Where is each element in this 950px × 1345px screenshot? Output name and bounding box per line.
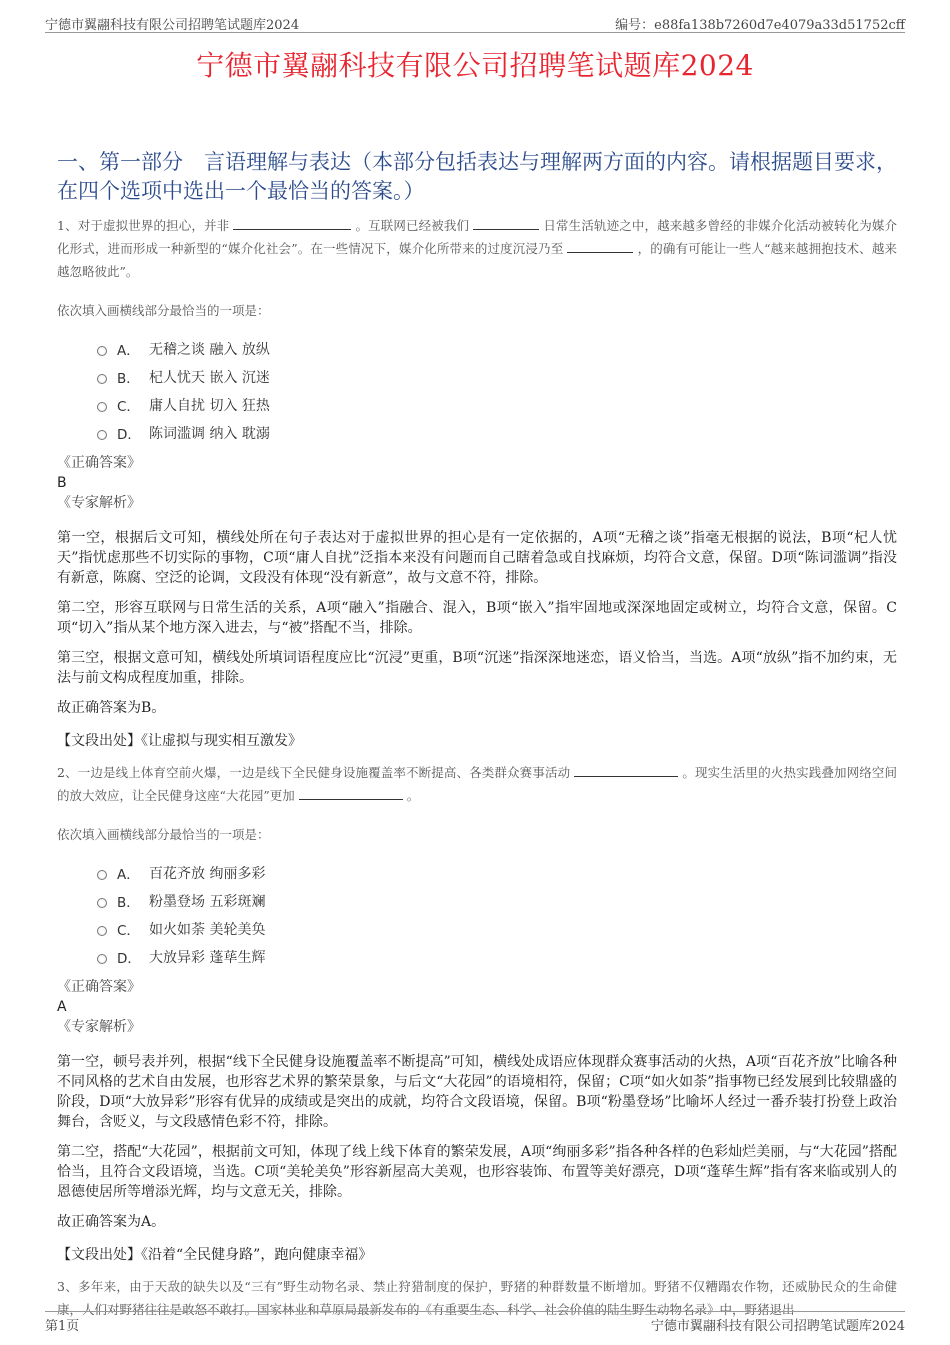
option-c[interactable] [97,915,897,943]
option-a[interactable] [97,335,897,363]
passage-source: 【文段出处】《沿着“全民健身路”，跑向健康幸福》 [57,1247,373,1263]
option-letter: A． [117,867,140,883]
option-b[interactable] [97,363,897,391]
question-1-text [57,214,897,283]
analysis-paragraph: 第二空，形容互联网与日常生活的关系，A项“融入”指融合、混入，B项“嵌入”指牢固地或深深地固定或树立，均符合文意，保留。C项“切入”指从某个地方深入进去，与“被”搭配不当，排除。 [57,600,897,636]
option-letter: C． [117,399,140,415]
correct-answer: A [57,999,67,1015]
analysis-label: 《专家解析》 [57,495,141,511]
radio-icon[interactable] [97,374,107,384]
document-title: 宁德市翼翮科技有限公司招聘笔试题库2024 [196,49,754,82]
option-text: 杞人忧天 嵌入 沉迷 [149,370,270,386]
question-text-part: 1、对于虚拟世界的担心，并非 [57,218,230,233]
question-text-part: 。互联网已经被我们 [355,218,470,233]
radio-icon[interactable] [97,926,107,936]
blank-1 [233,215,351,230]
question-text-part: 。 [406,788,420,803]
passage-source: 【文段出处】《让虚拟与现实相互激发》 [57,733,302,749]
option-d[interactable] [97,943,897,971]
radio-icon[interactable] [97,430,107,440]
page-footer [45,1311,905,1332]
option-letter: C． [117,923,140,939]
option-letter: B． [117,371,140,387]
page-header [45,12,905,33]
analysis-paragraph: 第一空，顿号表并列，根据“线下全民健身设施覆盖率不断提高”可知，横线处成语应体现群众赛事活动的火热，A项“百花齐放”比喻各种不同风格的艺术自由发展，也形容艺术界的繁荣景象，与后文“大花园”的语境相符，保留；C项“如火如荼”指事物已经发展到比较鼎盛的阶段，D项“大放异彩”形容有优异的成绩或是突出的成就，均符合文段语境，保留。B项“粉墨登场”比喻坏人经过一番乔装打扮登上政治舞台，含贬义，与文段感情色彩不符，排除。 [57,1054,897,1130]
blank-2 [473,215,539,230]
radio-icon[interactable] [97,898,107,908]
option-letter: D． [117,427,141,443]
radio-icon[interactable] [97,870,107,880]
option-text: 粉墨登场 五彩斑斓 [149,894,266,910]
option-letter: D． [117,951,141,967]
page-number: 第1页 [45,1319,80,1334]
question-list [57,214,897,1321]
option-text: 陈词滥调 纳入 耽溺 [149,426,270,442]
analysis-conclusion: 故正确答案为A。 [57,1214,166,1230]
option-text: 如火如荼 美轮美奂 [149,922,266,938]
option-letter: B． [117,895,140,911]
analysis-label: 《专家解析》 [57,1019,141,1035]
header-title: 宁德市翼翮科技有限公司招聘笔试题库2024 [45,18,300,33]
answer-label: 《正确答案》 [57,979,141,995]
analysis-paragraph: 第一空，根据后文可知，横线处所在句子表达对于虚拟世界的担心是有一定依据的，A项“无稽之谈”指毫无根据的说法，B项“杞人忧天”指忧虑那些不切实际的事物，C项“庸人自扰”泛指本来没有问题而自己瞎着急或自找麻烦，均符合文意，保留。D项“陈词滥调”指没有新意，陈腐、空泛的论调，文段没有体现“没有新意”，故与文意不符，排除。 [57,530,897,586]
option-a[interactable] [97,859,897,887]
radio-icon[interactable] [97,954,107,964]
question-1 [57,214,897,751]
option-letter: A． [117,343,140,359]
analysis-conclusion: 故正确答案为B。 [57,700,166,716]
blank-1 [574,762,678,777]
question-2-prompt: 依次填入画横线部分最恰当的一项是： [57,827,270,842]
question-2 [57,761,897,1265]
analysis-paragraph: 第二空，搭配“大花园”，根据前文可知，体现了线上线下体育的繁荣发展，A项“绚丽多彩”指各种各样的色彩灿烂美丽，与“大花园”搭配恰当，且符合文段语境，当选。C项“美轮美奂”形容新屋高大美观，也形容装饰、布置等美好漂亮，D项“蓬荜生辉”指有客来临或别人的恩德使居所等增添光辉，均与文意无关，排除。 [57,1144,897,1200]
radio-icon[interactable] [97,346,107,356]
question-1-options [57,335,897,447]
option-text: 大放异彩 蓬荜生辉 [149,950,266,966]
blank-3 [567,238,633,253]
correct-answer: B [57,475,67,491]
document-id: 编号：e88fa138b7260d7e4079a33d51752cff [615,18,905,33]
question-3-text: 3、多年来，由于天敌的缺失以及“三有”野生动物名录、禁止狩猎制度的保护，野猪的种群数量不断增加。野猪不仅糟蹋农作物，还威胁民众的生命健康，人们对野猪往往是敢怒不敢打。国家林业和草原局最新发布的《有重要生态、科学、社会价值的陆生野生动物名录》中，野猪退出 [57,1279,897,1317]
option-d[interactable] [97,419,897,447]
radio-icon[interactable] [97,402,107,412]
answer-label: 《正确答案》 [57,455,141,471]
question-text-part: 2、一边是线上体育空前火爆，一边是线下全民健身设施覆盖率不断提高、各类群众赛事活动 [57,765,571,780]
option-text: 无稽之谈 融入 放纵 [149,342,270,358]
question-2-options [57,859,897,971]
option-text: 百花齐放 绚丽多彩 [149,866,266,882]
question-text-part: 。现实生活里的火热实践叠加网络空间的放大效应，让全民健身这座“大花园”更加 [57,765,897,803]
question-2-text [57,761,897,807]
question-text-part: ，的确有可能让一些人“越来越拥抱技术、越来越忽略彼此”。 [57,241,897,279]
option-b[interactable] [97,887,897,915]
section-title: 一、第一部分 言语理解与表达（本部分包括表达与理解两方面的内容。请根据题目要求，在四个选项中选出一个最恰当的答案。） [57,150,897,203]
question-text-part: 日常生活轨迹之中，越来越多曾经的非媒介化活动被转化为媒介化形式，进而形成一种新型的“媒介化社会”。在一些情况下，媒介化所带来的过度沉浸乃至 [57,218,897,256]
question-1-prompt: 依次填入画横线部分最恰当的一项是： [57,303,270,318]
footer-title: 宁德市翼翮科技有限公司招聘笔试题库2024 [650,1319,905,1334]
option-c[interactable] [97,391,897,419]
blank-2 [299,785,403,800]
analysis-paragraph: 第三空，根据文意可知，横线处所填词语程度应比“沉浸”更重，B项“沉迷”指深深地迷恋，语义恰当，当选。A项“放纵”指不加约束，无法与前文构成程度加重，排除。 [57,650,897,686]
option-text: 庸人自扰 切入 狂热 [149,398,270,414]
